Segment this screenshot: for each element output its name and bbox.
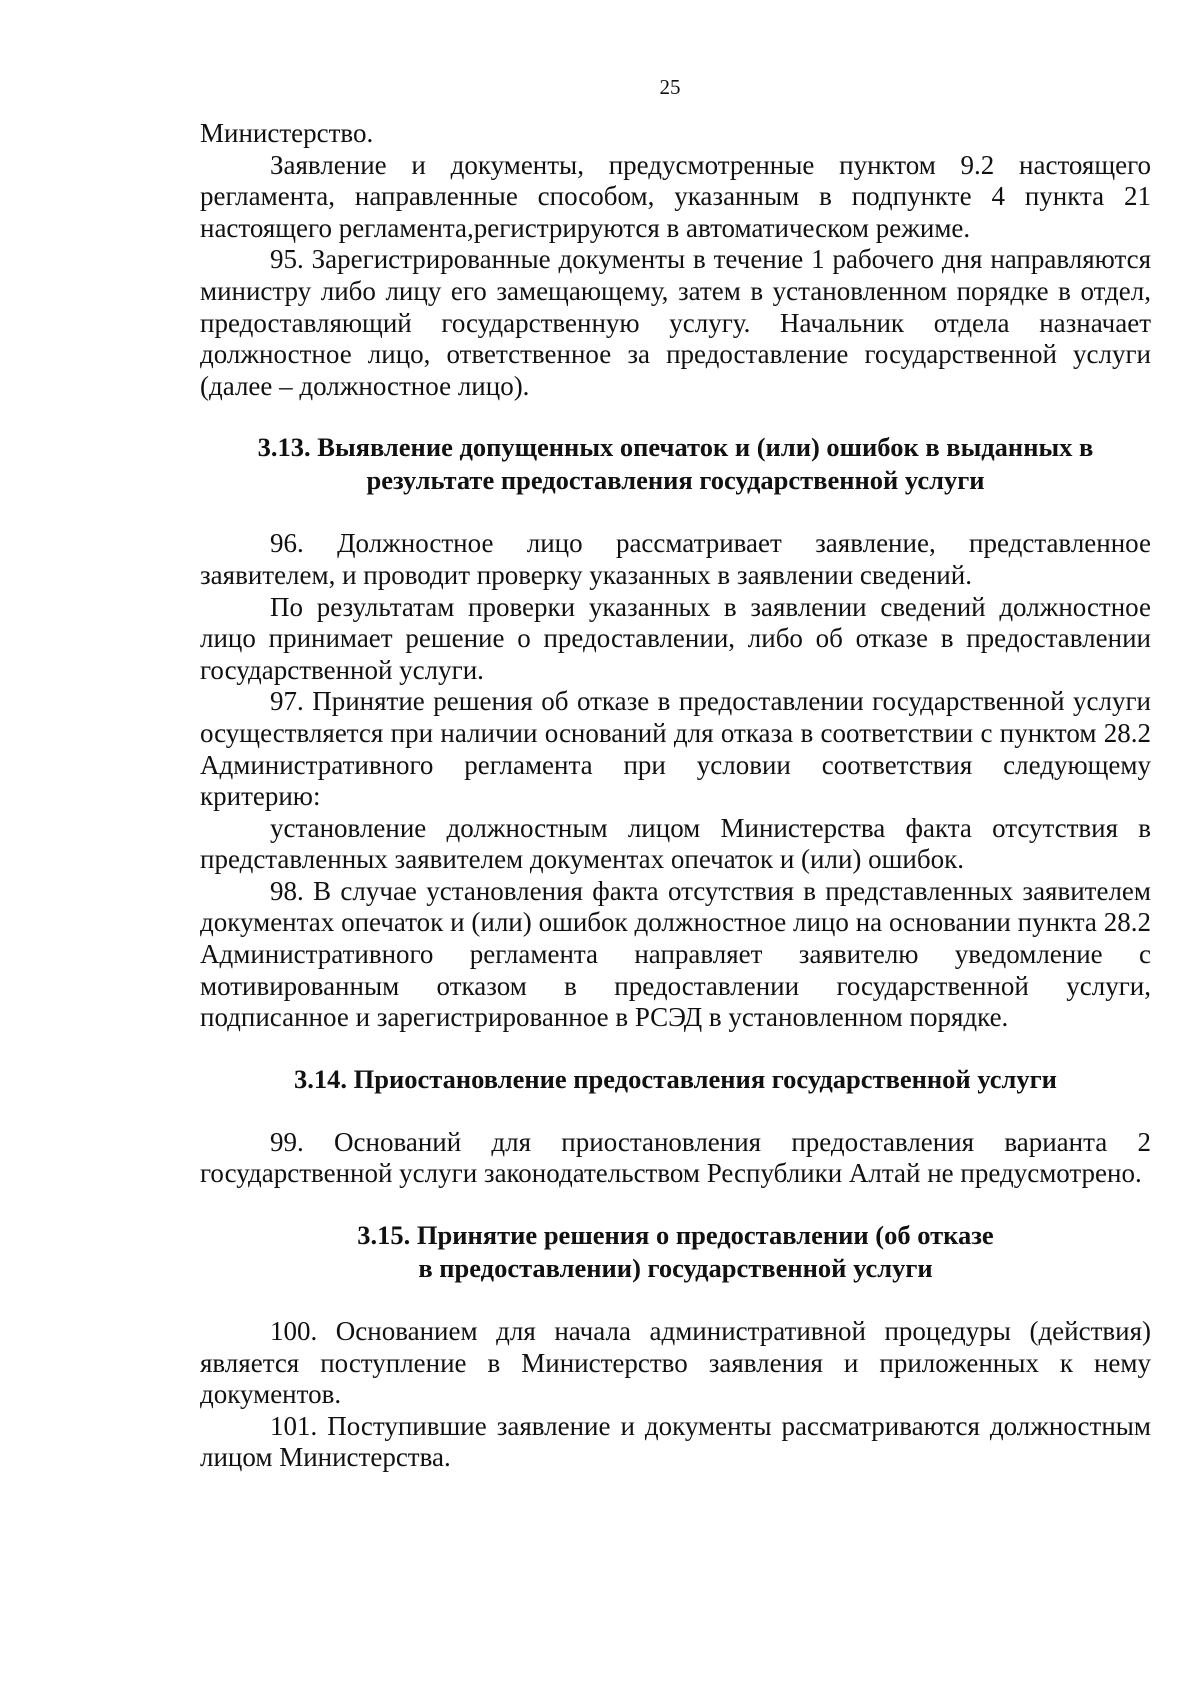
heading-line: результате предоставления государственной услуги (366, 465, 985, 496)
document-page (200, 0, 1160, 1697)
heading-line: 3.14. Приостановление предоставления государственной услуги (294, 1063, 1057, 1094)
paragraph-100: 100. Основанием для начала административной процедуры (действия) является поступление в Министерство заявления и приложенных к нему документов. (200, 1316, 1151, 1410)
section-heading-3-14 (200, 1063, 1151, 1096)
document-body (200, 118, 1151, 1474)
paragraph-criterion: установление должностным лицом Министерства факта отсутствия в представленных заявителем документах опечаток и (или) ошибок. (200, 812, 1151, 875)
heading-line: в предоставлении) государственной услуги (418, 1253, 933, 1284)
paragraph-95: 95. Зарегистрированные документы в течение 1 рабочего дня направляются министру либо лицу его замещающему, затем в установленном порядке в отдел, предоставляющий государственную услугу. Начальник отдела назначает должностное лицо, ответственное за предоставление государственной услуги (далее – должностное лицо). (200, 244, 1151, 401)
page-number: 25 (659, 75, 681, 99)
section-heading-3-13 (200, 431, 1151, 497)
section-heading-3-15 (200, 1219, 1151, 1285)
paragraph-96: 96. Должностное лицо рассматривает заявление, представленное заявителем, и проводит проверку указанных в заявлении сведений. (200, 528, 1151, 590)
heading-line: 3.15. Принятие решения о предоставлении (об отказе (357, 1220, 994, 1251)
paragraph-101: 101. Поступившие заявление и документы рассматриваются должностным лицом Министерства. (200, 1410, 1151, 1473)
paragraph-check-results: По результатам проверки указанных в заявлении сведений должностное лицо принимает решение о предоставлении, либо об отказе в предоставлении государственной услуги. (200, 591, 1151, 685)
heading-line: 3.13. Выявление допущенных опечаток и (или) ошибок в выданных в (257, 432, 1094, 463)
paragraph-99: 99. Оснований для приостановления предоставления варианта 2 государственной услуги законодательством Республики Алтай не предусмотрено. (200, 1126, 1151, 1189)
paragraph-ministry: Министерство. (200, 118, 374, 148)
paragraph-98: 98. В случае установления факта отсутствия в представленных заявителем документах опечаток и (или) ошибок должностное лицо на основании пункта 28.2 Административного регламента направляет заявителю уведомление с мотивированным отказом в предоставлении государственной услуги, подписанное и зарегистрированное в РСЭД в установленном порядке. (200, 875, 1151, 1033)
paragraph-registration: Заявление и документы, предусмотренные пунктом 9.2 настоящего регламента, направленные способом, указанным в подпункте 4 пункта 21 настоящего регламента,регистрируются в автоматическом режиме. (200, 149, 1151, 243)
paragraph-97: 97. Принятие решения об отказе в предоставлении государственной услуги осуществляется при наличии оснований для отказа в соответствии с пунктом 28.2 Административного регламента при условии соответствия следующему критерию: (200, 686, 1151, 812)
